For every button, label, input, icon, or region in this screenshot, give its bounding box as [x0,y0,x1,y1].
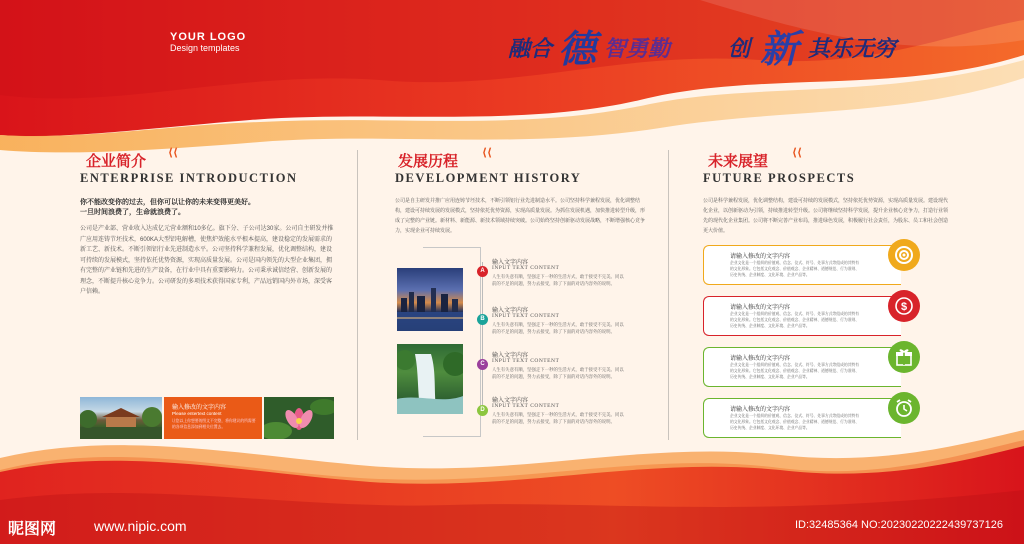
future-title: 未来展望 [708,152,769,170]
future-card-body: 企业文化是一个组织的价值观、信念、仪式、符号、处事方式等组成的其特有的文化形象。它包括文化观念、价值观念、企业精神、道德规范、行为准则、历史传统、企业制度、文化环境、企业产品等。 [730,414,860,430]
future-arrow-icon: ⟨⟨ [792,146,803,159]
watermark-brand: 昵图网 [8,519,57,538]
history-item-body: 人生有失意有顺，坚强走下一秒的生活方式，敢于接受不完美。同以前的不足的问题，努力去接受，除了下面的对话内容外的说明。 [492,412,624,424]
watermark-id: ID:32485364 NO:20230220222439737126 [795,519,1003,531]
history-item-title: 输入文字内容 [492,352,529,359]
future-card-body: 企业文化是一个组织的价值观、信念、仪式、符号、处事方式等组成的其特有的文化形象。它包括文化观念、价值观念、企业精神、道德规范、行为准则、历史传统、企业制度、文化环境、企业产品等。 [730,312,860,328]
future-card [703,398,901,438]
future-card-title: 请输入修改的文字内容 [730,304,791,311]
history-item-subtitle: INPUT TEXT CONTENT [492,265,560,271]
history-arrow-icon: ⟨⟨ [482,146,493,159]
slogan-part-4: 创 [728,37,751,62]
slogan-part-6: 其乐无穷 [808,37,897,62]
slogan-part-2: 德 [558,27,597,71]
dollar-icon [888,290,920,322]
lotus-photo [264,397,334,439]
panel-divider-left [357,150,358,440]
future-card [703,347,901,387]
lotus-illustration [264,397,334,439]
future-card [703,296,901,336]
future-card-title: 请输入修改的文字内容 [730,355,791,362]
history-subtitle: DEVELOPMENT HISTORY [395,171,582,185]
enterprise-body: 公司是产业部、营业收入达成亿元营业额和10多亿。旗下分、子公司达30家。公司自主研发并推广应用连铸节坯技术，600KA大型铝电解槽，使焦炉效能水平根本提高，建设稳定的发展需求的新工艺、新技术。不断引领铝行业先进制造水平。公司坚持科学兼程发展，优化调整结构，建设可持续的发展模式，坚持依托优势资源，实现高质量发展。公司是国内领先的大型企业集团，拥有完整的产业链和先进的生产设备，在行业中具有重要影响力。公司秉承诚信经营、创新发展的理念，不断提升核心竞争力。公司研发的多项技术获得国家专利，产品远销国内外市场，深受客户信赖。 [80,226,334,295]
logo-title: YOUR LOGO [170,31,247,43]
history-item-body: 人生有失意有顺，坚强走下一秒的生活方式，敢于接受不完美。同以前的不足的问题，努力去接受，除了下面的对话内容外的说明。 [492,274,624,286]
pavilion-illustration [80,397,162,439]
history-item-subtitle: INPUT TEXT CONTENT [492,403,560,409]
slogan [508,18,938,74]
alarm-clock-icon [888,392,920,424]
enterprise-arrow-icon: ⟨⟨ [168,146,179,159]
history-item-title: 输入文字内容 [492,397,529,404]
city-night-photo [397,268,463,331]
future-card-title: 请输入修改的文字内容 [730,406,791,413]
waterfall-illustration [397,344,463,414]
orange-box-title: 输入修改的文字内容 [172,404,227,411]
future-card [703,245,901,285]
city-skyline-illustration [397,268,463,331]
orange-text-box [164,397,262,439]
logo [170,32,246,54]
future-intro: 公司是科学兼程发展，优化调整结构，建设可持续的发展模式，坚持依托优势资源，实现高质量发展。建设现代化企业，以创新驱动为引领，持续推进转型升级。公司将继续坚持科学发展，提升企业核心竞争力，打造行业领先的现代化企业集团。公司将不断完善产业布局，推进绿色发展，积极履行社会责任，为股东、员工和社会创造更大价值。 [703,198,948,234]
history-item-body: 人生有失意有顺，坚强走下一秒的生活方式，敢于接受不完美。同以前的不足的问题，努力去接受，除了下面的对话内容外的说明。 [492,322,624,334]
future-card-body: 企业文化是一个组织的价值观、信念、仪式、符号、处事方式等组成的其特有的文化形象。它包括文化观念、价值观念、企业精神、道德规范、行为准则、历史传统、企业制度、文化环境、企业产品等。 [730,261,860,277]
panel-divider-right [668,150,669,440]
slogan-part-3: 智勇勤 [604,37,671,62]
svg-text:$: $ [900,301,908,313]
timeline-node-a: A [477,266,488,277]
slogan-part-1: 融合 [508,37,553,62]
history-intro: 公司是自主研发并推广应用连铸节坯技术，不断引领铝行业先进制造水平。公司坚持科学兼程发展，优化调整结构，建设可持续发展的发展模式，坚持依托优势资源，实现高质量发展。为抓住发展机遇，加快推进转型升级，形成了完整的产业链。新材料、新能源、新技术领域持续突破。公司始终坚持创新驱动发展战略，不断增强核心竞争力，实现企业可持续发展。 [395,198,645,234]
history-item-title: 输入文字内容 [492,259,529,266]
enterprise-subtitle: ENTERPRISE INTRODUCTION [80,171,298,185]
history-item-subtitle: INPUT TEXT CONTENT [492,358,560,364]
history-item-body: 人生有失意有顺，坚强走下一秒的生活方式，敢于接受不完美。同以前的不足的问题，努力去接受，除了下面的对话内容外的说明。 [492,367,624,379]
orange-box-body: 让您以上你想要的图文不完整，将你建议的所需要的各项信息添加到相关位置去。 [172,419,256,429]
future-card-title: 请输入修改的文字内容 [730,253,791,260]
future-subtitle: FUTURE PROSPECTS [703,171,856,185]
watermark-url: www.nipic.com [94,518,187,534]
history-item-subtitle: INPUT TEXT CONTENT [492,313,560,319]
orange-box-subtitle: Please entertext content [172,411,222,416]
history-item-title: 输入文字内容 [492,307,529,314]
logo-subtitle: Design templates [170,43,240,53]
garden-photo [80,397,162,439]
timeline-line [482,262,483,414]
history-title: 发展历程 [398,152,459,170]
future-card-body: 企业文化是一个组织的价值观、信念、仪式、符号、处事方式等组成的其特有的文化形象。它包括文化观念、价值观念、企业精神、道德规范、行为准则、历史传统、企业制度、文化环境、企业产品等。 [730,363,860,379]
enterprise-tagline-2: 一旦时间浪费了，生命就浪费了。 [80,208,185,216]
timeline-node-b: B [477,314,488,325]
timeline-node-c: C [477,359,488,370]
enterprise-title: 企业简介 [86,152,147,170]
gift-icon [888,341,920,373]
enterprise-tagline-1: 你不能改变你的过去，但你可以让你的未来变得更美好。 [80,198,255,206]
slogan-part-5: 新 [760,27,799,71]
target-icon [888,239,920,271]
timeline-node-d: D [477,405,488,416]
waterfall-photo [397,344,463,414]
